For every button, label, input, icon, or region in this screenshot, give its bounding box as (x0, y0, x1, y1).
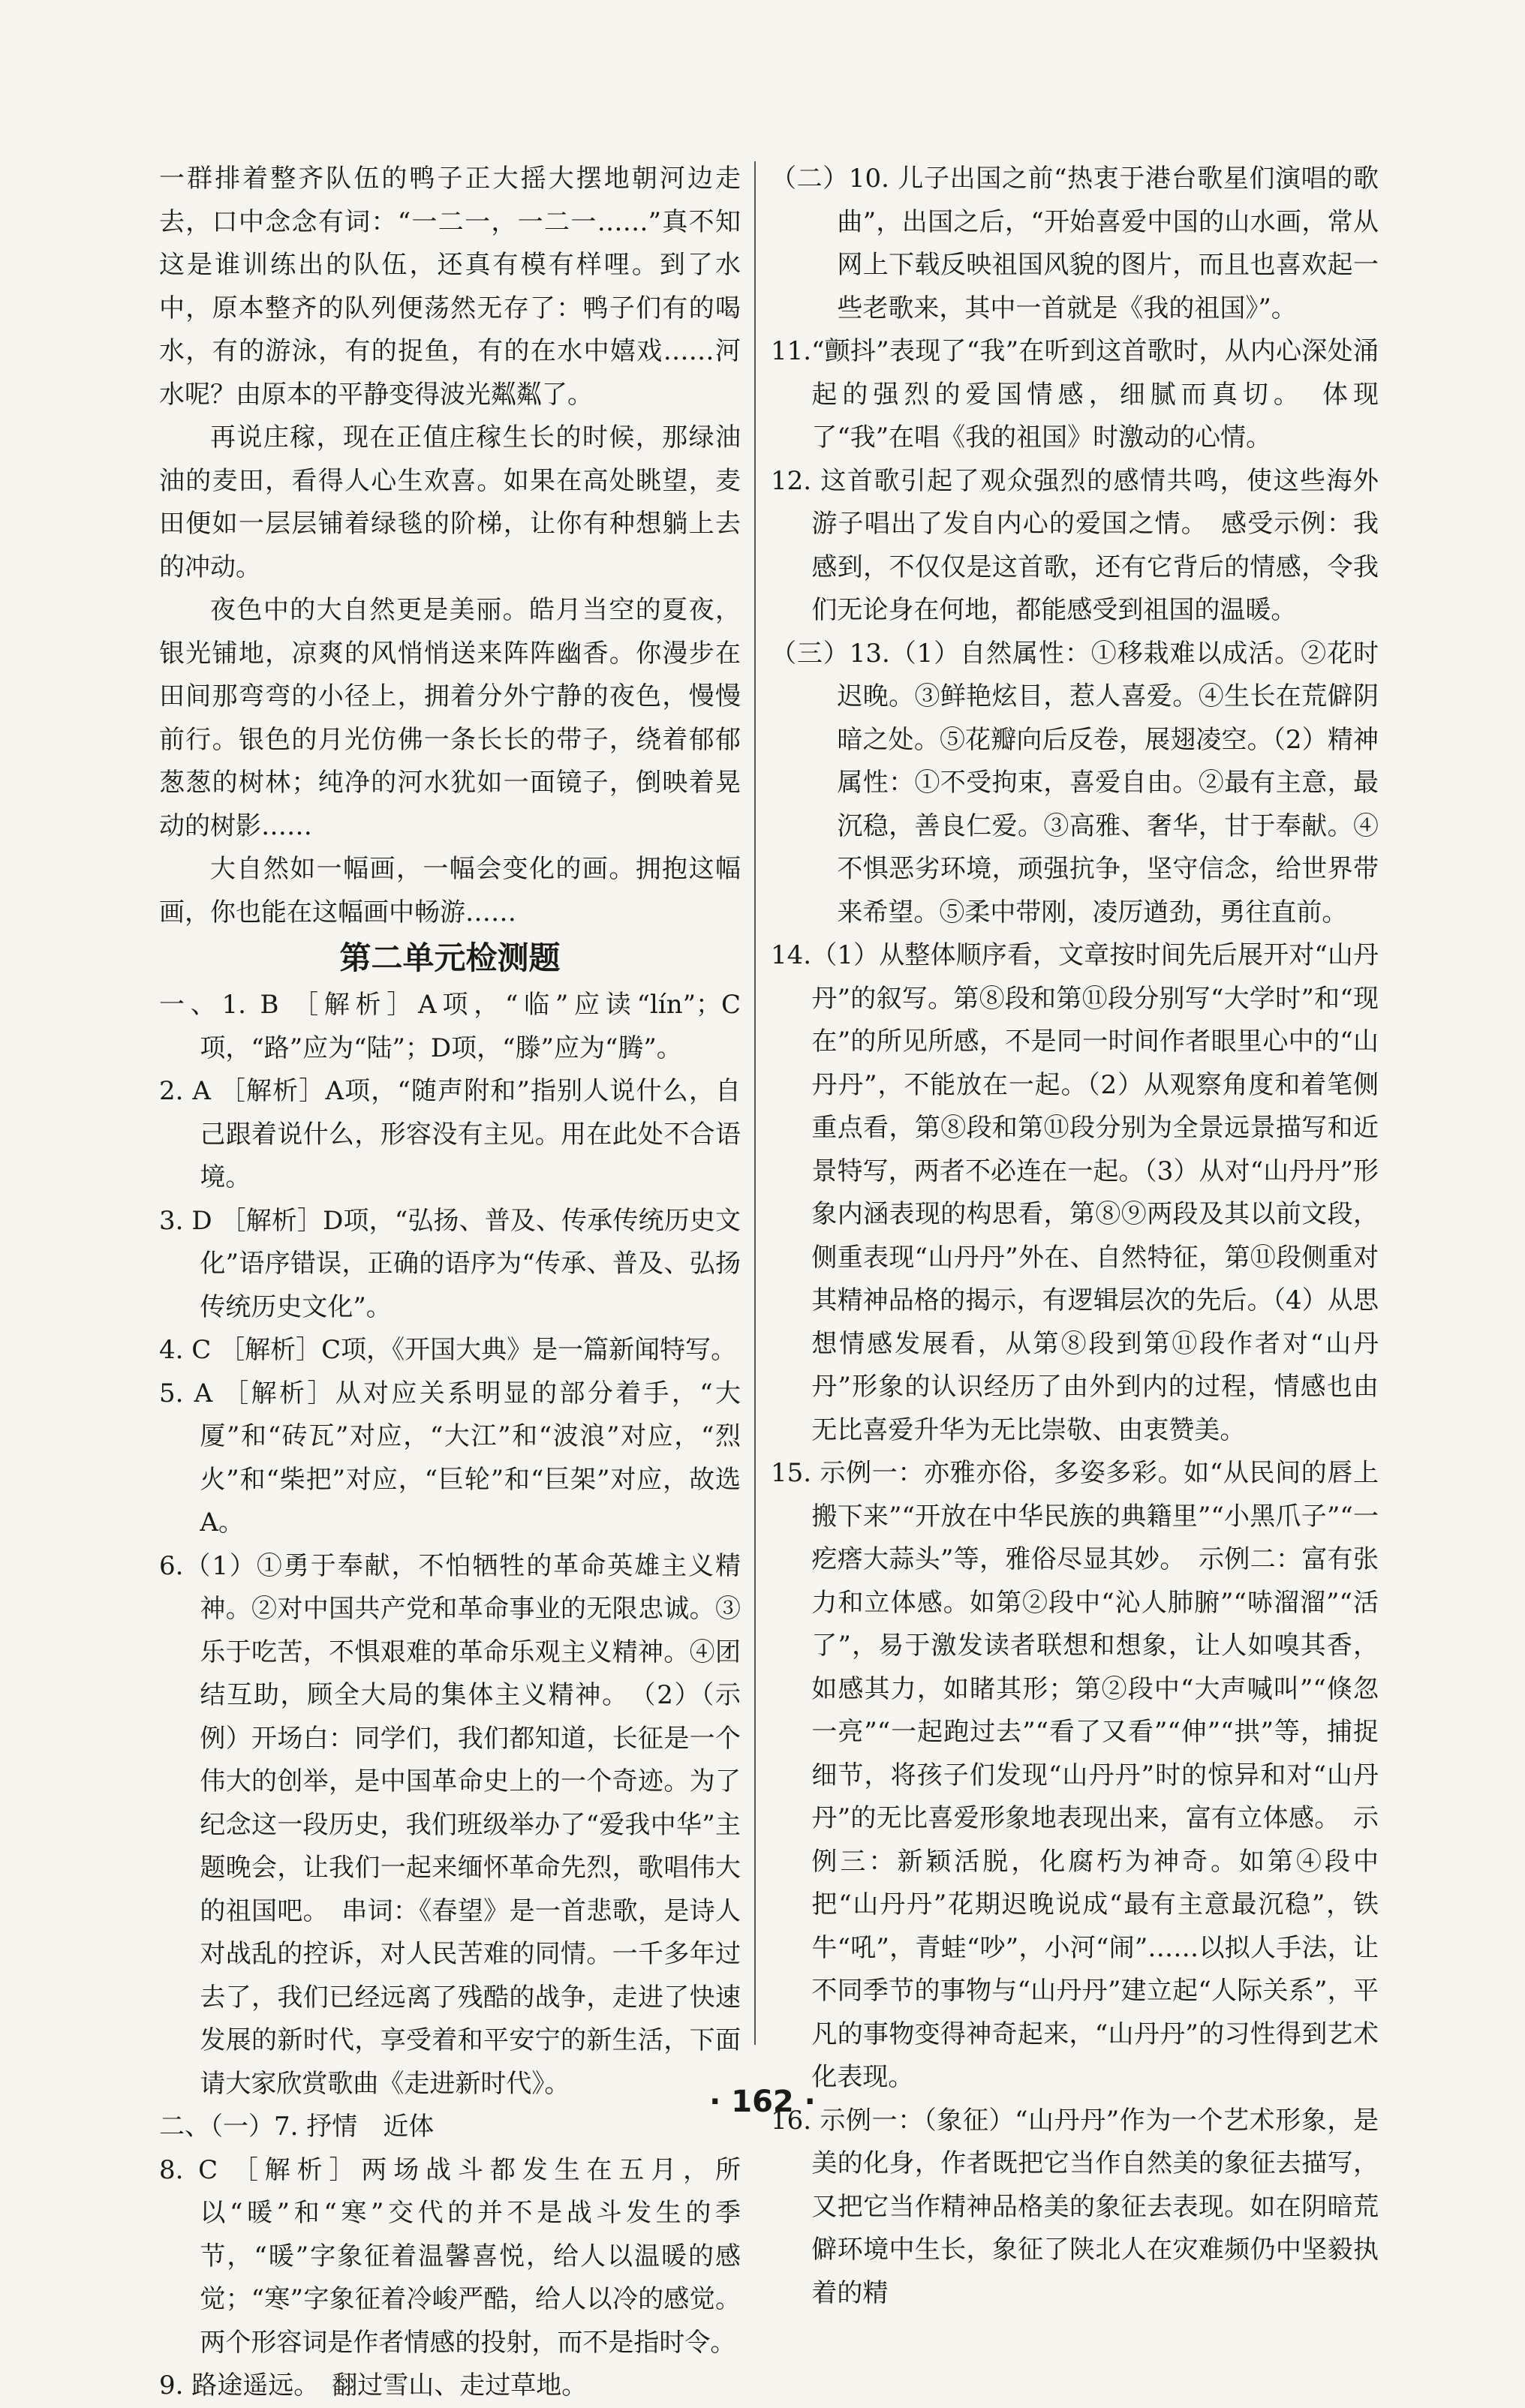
answer-7: 二、（一）7. 抒情 近体 (159, 2112, 435, 2142)
answer-5: 5. A ［解析］从对应关系明显的部分着手，“大厦”和“砖瓦”对应，“大江”和“波浪”对应，“烈火”和“柴把”对应，“巨轮”和“巨架”对应，故选A。 (159, 1378, 741, 1538)
answer-10: （二）10. 儿子出国之前“热衷于港台歌星们演唱的歌曲”，出国之后，“开始喜爱中国的山水画，常从网上下载反映祖国风貌的图片，而且也喜欢起一些老歌来，其中一首就是《我的祖国》”。 (771, 164, 1379, 323)
essay-paragraph-4: 大自然如一幅画，一幅会变化的画。拥抱这幅画，你也能在这幅画中畅游…… (159, 854, 741, 927)
answer-1: 一、1. B ［解析］A项，“临”应读“lín”；C项，“路”应为“陆”；D项，“滕”应为“腾”。 (159, 990, 741, 1063)
column-divider (754, 161, 756, 2045)
essay-paragraph-1: 一群排着整齐队伍的鸭子正大摇大摆地朝河边走去，口中念念有词：“一二一，一二一……”真不知这是谁训练出的队伍，还真有模有样哩。到了水中，原本整齐的队列便荡然无存了：鸭子们有的喝水，有的游泳，有的捉鱼，有的在水中嬉戏……河水呢？由原本的平静变得波光粼粼了。 (159, 164, 741, 410)
answer-8: 8. C ［解析］两场战斗都发生在五月，所以“暖”和“寒”交代的并不是战斗发生的季节，“暖”字象征着温馨喜悦，给人以温暖的感觉；“寒”字象征着冷峻严酷，给人以冷的感觉。两个形容词是作者情感的投射，而不是指时令。 (159, 2154, 741, 2358)
answer-12: 12. 这首歌引起了观众强烈的感情共鸣，使这些海外游子唱出了发自内心的爱国之情。 感受示例：我感到，不仅仅是这首歌，还有它背后的情感，令我们无论身在何地，都能感受到祖国的温暖。 (771, 465, 1379, 625)
answer-14: 14.（1）从整体顺序看，文章按时间先后展开对“山丹丹”的叙写。第⑧段和第⑪段分别写“大学时”和“现在”的所见所感，不是同一时间作者眼里心中的“山丹丹”，不能放在一起。（2）从观察角度和着笔侧重点看，第⑧段和第⑪段分别为全景远景描写和近景特写，两者不必连在一起。（3）从对“山丹丹”形象内涵表现的构思看，第⑧⑨两段及其以前文段，侧重表现“山丹丹”外在、自然特征，第⑪段侧重对其精神品格的揭示，有逻辑层次的先后。（4）从思想情感发展看，从第⑧段到第⑪段作者对“山丹丹”形象的认识经历了由外到内的过程，情感也由无比喜爱升华为无比崇敬、由衷赞美。 (771, 940, 1379, 1445)
answer-11: 11.“颤抖”表现了“我”在听到这首歌时，从内心深处涌起的强烈的爱国情感，细腻而真切。 体现了“我”在唱《我的祖国》时激动的心情。 (771, 336, 1379, 452)
answer-13: （三）13.（1）自然属性：①移栽难以成活。②花时迟晚。③鲜艳炫目，惹人喜爱。④生长在荒僻阴暗之处。⑤花瓣向后反卷，展翅凌空。（2）精神属性：①不受拘束，喜爱自由。②最有主意，最沉稳，善良仁爱。③高雅、奢华，甘于奉献。④不惧恶劣环境，顽强抗争，坚守信念，给世界带来希望。⑤柔中带刚，凌厉遒劲，勇往直前。 (771, 638, 1379, 927)
answer-3: 3. D ［解析］D项，“弘扬、普及、传承传统历史文化”语序错误，正确的语序为“传承、普及、弘扬传统历史文化”。 (159, 1205, 741, 1322)
answer-16: 16. 示例一：（象征）“山丹丹”作为一个艺术形象，是美的化身，作者既把它当作自然美的象征去描写，又把它当作精神品格美的象征去表现。如在阴暗荒僻环境中生长，象征了陕北人在灾难频仍中坚毅执着的精 (771, 2105, 1379, 2308)
answer-9: 9. 路途遥远。 翻过雪山、走过草地。 (159, 2370, 588, 2400)
essay-paragraph-2: 再说庄稼，现在正值庄稼生长的时候，那绿油油的麦田，看得人心生欢喜。如果在高处眺望，麦田便如一层层铺着绿毯的阶梯，让你有种想躺上去的冲动。 (159, 422, 741, 582)
page-number: · 162 · (709, 2085, 816, 2119)
answer-2: 2. A ［解析］A项，“随声附和”指别人说什么，自己跟着说什么，形容没有主见。用在此处不合语境。 (159, 1076, 741, 1192)
right-column (771, 158, 1379, 2315)
answer-15: 15. 示例一：亦雅亦俗，多姿多彩。如“从民间的唇上搬下来”“开放在中华民族的典籍里”“小黑爪子”“一疙瘩大蒜头”等，雅俗尽显其妙。 示例二：富有张力和立体感。如第②段中“沁人肺腑”“哧溜溜”“活了”，易于激发读者联想和想象，让人如嗅其香，如感其力，如睹其形；第②段中“大声喊叫”“倏忽一亮”“一起跑过去”“看了又看”“伸”“拱”等，捕捉细节，将孩子们发现“山丹丹”时的惊异和对“山丹丹”的无比喜爱形象地表现出来，富有立体感。 示例三：新颖活脱，化腐朽为神奇。如第④段中把“山丹丹”花期迟晚说成“最有主意最沉稳”，铁牛“吼”，青蛙“吵”，小河“闹”……以拟人手法，让不同季节的事物与“山丹丹”建立起“人际关系”，平凡的事物变得神奇起来，“山丹丹”的习性得到艺术化表现。 (771, 1458, 1379, 2092)
answer-4: 4. C ［解析］C项，《开国大典》是一篇新闻特写。 (159, 1335, 737, 1365)
essay-paragraph-3: 夜色中的大自然更是美丽。皓月当空的夏夜，银光铺地，凉爽的风悄悄送来阵阵幽香。你漫步在田间那弯弯的小径上，拥着分外宁静的夜色，慢慢前行。银色的月光仿佛一条长长的带子，绕着郁郁葱葱的树林；纯净的河水犹如一面镜子，倒映着晃动的树影…… (159, 595, 741, 841)
answer-6: 6.（1）①勇于奉献，不怕牺牲的革命英雄主义精神。②对中国共产党和革命事业的无限忠诚。③乐于吃苦，不惧艰难的革命乐观主义精神。④团结互助，顾全大局的集体主义精神。 （2）（示例）开场白：同学们，我们都知道，长征是一个伟大的创举，是中国革命史上的一个奇迹。为了纪念这一段历史，我们班级举办了“爱我中华”主题晚会，让我们一起来缅怀革命先烈，歌唱伟大的祖国吧。 串词：《春望》是一首悲歌，是诗人对战乱的控诉，对人民苦难的同情。一千多年过去了，我们已经远离了残酷的战争，走进了快速发展的新时代，享受着和平安宁的新生活，下面请大家欣赏歌曲《走进新时代》。 (159, 1550, 741, 2099)
section-title: 第二单元检测题 (339, 939, 561, 976)
left-column (159, 158, 741, 2408)
